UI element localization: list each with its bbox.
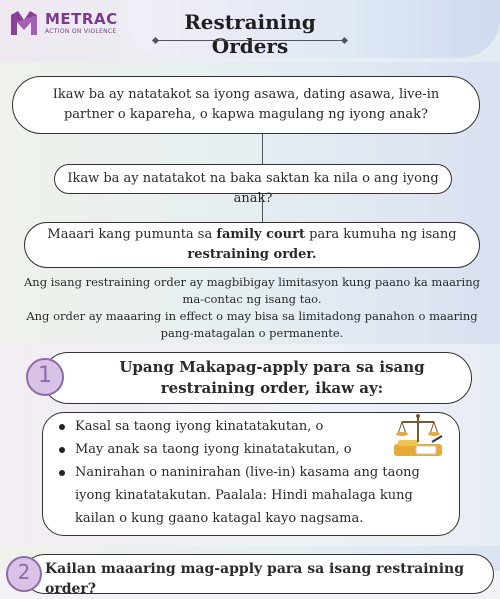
- connector-line: [262, 134, 263, 164]
- family-court-advice: [24, 222, 480, 268]
- question-fear-partner: [12, 76, 480, 134]
- list-item: Nanirahan o naninirahan (live-in) kasama ang taong iyong kinatatakutan. Paalala: Hindi mahalaga kung kailan o kung gaano katagal kayo nagsama.: [59, 461, 449, 530]
- step-number: 1: [38, 363, 52, 388]
- list-item: Kasal sa taong iyong kinatatakutan, o: [59, 415, 449, 438]
- question-text: Ikaw ba ay natatakot na baka saktan ka nila o ang iyong anak?: [67, 171, 439, 206]
- when-heading: Kailan maaaring mag-apply para sa isang restraining order?: [24, 554, 494, 594]
- step-number: 2: [17, 560, 31, 584]
- header: [0, 0, 500, 62]
- scales-of-justice-icon: [392, 412, 444, 460]
- title-divider: [156, 40, 344, 41]
- brand-tagline: ACTION ON VIOLENCE: [45, 28, 117, 35]
- advice-text: Maaari kang pumunta sa: [47, 227, 217, 242]
- page-title: Restraining Orders: [184, 10, 316, 58]
- question-text: Ikaw ba ay natatakot sa iyong asawa, dating asawa, live-in partner o kapareha, o kapwa magulang ng iyong anak?: [52, 87, 440, 122]
- step-badge: [6, 556, 42, 592]
- advice-text: para kumuha ng isang: [304, 227, 457, 242]
- metrac-logo[interactable]: [8, 8, 138, 38]
- restraining-order-explanation: [22, 274, 482, 342]
- explanation-line: Ang order ay maaaring in effect o may bisa sa limitadong panahon o maaring pang-matagalan o permanente.: [26, 309, 478, 340]
- question-fear-harm: [54, 164, 452, 206]
- metrac-logo-icon: [8, 8, 40, 38]
- brand-name: METRAC: [45, 10, 118, 28]
- family-court-emphasis: family court: [216, 227, 305, 242]
- step-badge: [26, 358, 64, 396]
- restraining-order-emphasis: restraining order.: [187, 247, 317, 262]
- list-item: May anak sa taong iyong kinatatakutan, o: [59, 438, 449, 461]
- apply-heading: Upang Makapag-apply para sa isang restraining order, ikaw ay:: [42, 352, 472, 404]
- explanation-line: Ang isang restraining order ay magbibigay limitasyon kung paano ka maaring ma-contac ng isang tao.: [24, 275, 480, 306]
